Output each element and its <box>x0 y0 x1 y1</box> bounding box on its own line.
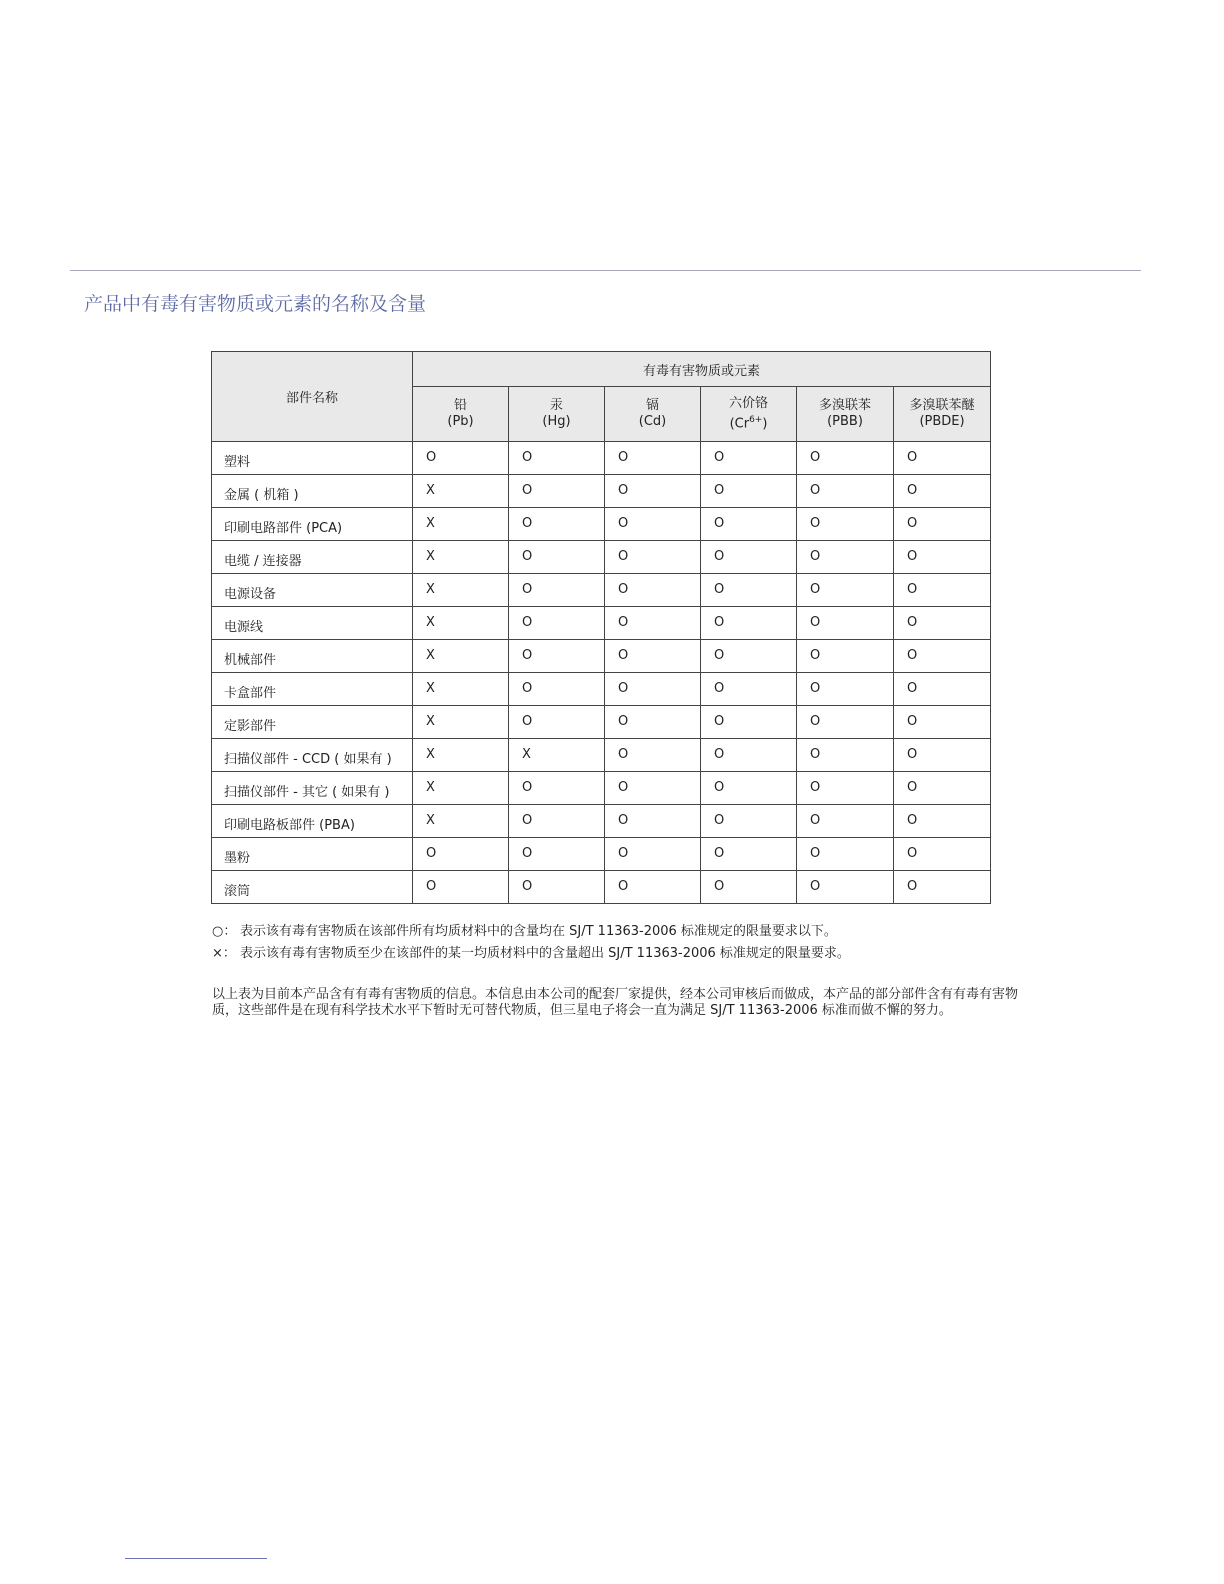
substance-mark-cell <box>509 475 605 508</box>
substance-mark-cell <box>797 871 894 904</box>
substance-mark: O <box>810 515 821 531</box>
substance-mark: O <box>522 548 533 564</box>
part-name-cell: 电缆 / 连接器 <box>212 541 413 574</box>
substance-mark: O <box>714 581 725 597</box>
substance-mark: O <box>907 449 918 465</box>
substance-group-header: 有毒有害物质或元素 <box>413 352 991 387</box>
substance-mark: O <box>618 680 629 696</box>
substance-mark-cell <box>509 442 605 475</box>
substance-mark-cell <box>797 772 894 805</box>
substance-mark-cell <box>701 772 797 805</box>
substance-abbr: (PBB) <box>827 414 863 429</box>
substance-mark-cell <box>894 772 991 805</box>
substance-mark: O <box>618 713 629 729</box>
part-name-cell: 印刷电路板部件 (PBA) <box>212 805 413 838</box>
part-name-cell: 墨粉 <box>212 838 413 871</box>
note-line-2: 质，这些部件是在现有科学技术水平下暂时无可替代物质，但三星电子将会一直为满足 SJ/T 11363-2006 标准而做不懈的努力。 <box>212 1003 952 1018</box>
substance-mark: O <box>618 845 629 861</box>
substance-mark: O <box>714 713 725 729</box>
legend-x-symbol: ×： <box>212 946 236 961</box>
substance-mark: O <box>810 548 821 564</box>
part-name-cell: 金属 ( 机箱 ) <box>212 475 413 508</box>
substance-header-cr6 <box>701 387 797 442</box>
substance-mark-cell <box>605 871 701 904</box>
substance-mark-cell <box>701 640 797 673</box>
substance-mark-cell <box>509 508 605 541</box>
header-divider <box>70 270 1141 271</box>
substance-mark: O <box>618 449 629 465</box>
substance-name: 汞 <box>549 398 563 413</box>
substance-mark-cell <box>605 772 701 805</box>
table-body <box>212 442 991 904</box>
table-row <box>212 838 991 871</box>
footer-divider <box>125 1558 267 1559</box>
legend-o-symbol: ○： <box>212 924 237 939</box>
part-name-cell: 定影部件 <box>212 706 413 739</box>
substance-mark: O <box>907 878 918 894</box>
substance-mark-cell <box>701 607 797 640</box>
substance-mark-cell <box>509 607 605 640</box>
substance-mark-cell <box>413 838 509 871</box>
substance-mark: O <box>426 878 437 894</box>
substance-mark: O <box>618 482 629 498</box>
substance-mark-cell <box>894 673 991 706</box>
substance-mark-cell <box>509 739 605 772</box>
substance-mark-cell <box>797 574 894 607</box>
table-row <box>212 574 991 607</box>
substance-mark-cell <box>701 805 797 838</box>
substance-mark-cell <box>701 541 797 574</box>
substance-mark: O <box>618 614 629 630</box>
substance-mark-cell <box>413 574 509 607</box>
substance-mark-cell <box>701 673 797 706</box>
substance-mark: O <box>907 548 918 564</box>
substance-mark: X <box>426 647 435 663</box>
disclosure-note <box>212 987 1092 1019</box>
substance-mark: O <box>714 548 725 564</box>
substance-mark-cell <box>894 706 991 739</box>
substance-mark-cell <box>509 673 605 706</box>
substance-mark: O <box>714 482 725 498</box>
substance-mark-cell <box>605 640 701 673</box>
substance-mark: O <box>714 680 725 696</box>
substance-mark-cell <box>701 739 797 772</box>
part-name-cell: 扫描仪部件 - CCD ( 如果有 ) <box>212 739 413 772</box>
substance-mark-cell <box>894 838 991 871</box>
table-row <box>212 607 991 640</box>
substance-mark-cell <box>509 772 605 805</box>
part-name-cell: 电源设备 <box>212 574 413 607</box>
substance-mark-cell <box>413 706 509 739</box>
substance-mark-cell <box>797 640 894 673</box>
substance-mark-cell <box>894 640 991 673</box>
substance-mark: O <box>714 878 725 894</box>
substance-mark: O <box>522 449 533 465</box>
table-row <box>212 442 991 475</box>
section-title: 产品中有毒有害物质或元素的名称及含量 <box>84 293 427 315</box>
substance-mark: O <box>810 713 821 729</box>
substance-abbr-superscript: 6+ <box>749 414 763 425</box>
legend-x-text: 表示该有毒有害物质至少在该部件的某一均质材料中的含量超出 SJ/T 11363-2006 标准规定的限量要求。 <box>240 946 850 961</box>
substance-mark-cell <box>509 805 605 838</box>
substance-mark: O <box>522 482 533 498</box>
substance-mark-cell <box>605 574 701 607</box>
substance-mark: O <box>810 449 821 465</box>
substance-mark-cell <box>413 772 509 805</box>
substance-mark: O <box>907 812 918 828</box>
substance-mark-cell <box>509 640 605 673</box>
substance-mark-cell <box>605 706 701 739</box>
part-name-header: 部件名称 <box>212 352 413 442</box>
substance-mark-cell <box>894 607 991 640</box>
substance-mark: O <box>907 845 918 861</box>
substance-mark: O <box>618 647 629 663</box>
substance-mark: O <box>810 845 821 861</box>
substance-mark-cell <box>413 805 509 838</box>
substance-mark: O <box>907 647 918 663</box>
substance-mark-cell <box>413 442 509 475</box>
substance-mark: X <box>426 680 435 696</box>
substance-mark-cell <box>605 673 701 706</box>
substance-abbr: (PBDE) <box>919 414 965 429</box>
substance-mark-cell <box>509 541 605 574</box>
substance-header-pbb <box>797 387 894 442</box>
substance-mark: O <box>907 746 918 762</box>
substance-mark: O <box>714 515 725 531</box>
substance-name: 六价铬 <box>728 395 768 411</box>
table-row <box>212 508 991 541</box>
substance-mark-cell <box>413 673 509 706</box>
note-line-1: 以上表为目前本产品含有有毒有害物质的信息。本信息由本公司的配套厂家提供，经本公司审核后而做成，本产品的部分部件含有有毒有害物 <box>212 987 1019 1002</box>
substance-mark-cell <box>797 607 894 640</box>
substance-mark: O <box>810 647 821 663</box>
table-row <box>212 871 991 904</box>
substance-mark: O <box>907 515 918 531</box>
substance-header-cd <box>605 387 701 442</box>
substance-mark-cell <box>701 838 797 871</box>
substance-mark-cell <box>605 541 701 574</box>
substance-mark: O <box>522 812 533 828</box>
substance-mark: O <box>522 647 533 663</box>
substance-mark-cell <box>701 475 797 508</box>
substance-mark: O <box>907 713 918 729</box>
substance-mark-cell <box>701 442 797 475</box>
part-name-cell: 机械部件 <box>212 640 413 673</box>
substance-mark: O <box>810 482 821 498</box>
substance-mark-cell <box>701 574 797 607</box>
legend-o <box>212 923 837 941</box>
substance-mark-cell <box>797 673 894 706</box>
substance-abbr <box>701 412 796 432</box>
substance-mark: O <box>618 878 629 894</box>
part-name-cell: 电源线 <box>212 607 413 640</box>
substance-mark-cell <box>413 541 509 574</box>
substance-mark-cell <box>797 541 894 574</box>
substance-mark-cell <box>894 442 991 475</box>
substance-mark-cell <box>894 805 991 838</box>
part-name-cell: 塑料 <box>212 442 413 475</box>
part-name-cell: 印刷电路部件 (PCA) <box>212 508 413 541</box>
hazardous-substance-table-wrapper <box>211 351 991 904</box>
substance-name: 铅 <box>453 398 467 413</box>
part-name-cell: 滚筒 <box>212 871 413 904</box>
substance-abbr-suffix: ) <box>762 416 768 432</box>
substance-mark: O <box>618 779 629 795</box>
substance-mark-cell <box>413 508 509 541</box>
substance-mark: O <box>907 680 918 696</box>
substance-mark-cell <box>605 607 701 640</box>
substance-mark-cell <box>701 508 797 541</box>
substance-mark: X <box>426 482 435 498</box>
substance-mark-cell <box>797 475 894 508</box>
substance-mark: O <box>522 614 533 630</box>
substance-mark: O <box>522 680 533 696</box>
substance-mark-cell <box>797 508 894 541</box>
substance-mark-cell <box>894 475 991 508</box>
substance-mark: O <box>714 614 725 630</box>
substance-mark: X <box>426 812 435 828</box>
substance-mark: X <box>426 548 435 564</box>
substance-mark: O <box>810 614 821 630</box>
table-row <box>212 772 991 805</box>
substance-mark: O <box>907 614 918 630</box>
substance-mark-cell <box>894 739 991 772</box>
table-row <box>212 805 991 838</box>
substance-mark: O <box>618 515 629 531</box>
substance-mark-cell <box>797 805 894 838</box>
substance-mark-cell <box>605 442 701 475</box>
substance-mark: X <box>426 779 435 795</box>
table-row <box>212 541 991 574</box>
substance-mark: O <box>426 845 437 861</box>
part-name-cell: 扫描仪部件 - 其它 ( 如果有 ) <box>212 772 413 805</box>
substance-mark: O <box>810 812 821 828</box>
substance-mark-cell <box>509 871 605 904</box>
substance-mark-cell <box>701 871 797 904</box>
substance-abbr: (Cd) <box>638 414 667 429</box>
substance-mark: O <box>714 812 725 828</box>
substance-mark: X <box>426 515 435 531</box>
substance-header-pb <box>413 387 509 442</box>
substance-mark-cell <box>894 508 991 541</box>
substance-mark: X <box>426 581 435 597</box>
substance-mark-cell <box>605 739 701 772</box>
substance-mark: O <box>714 449 725 465</box>
substance-mark-cell <box>797 838 894 871</box>
substance-mark-cell <box>413 739 509 772</box>
substance-mark: O <box>907 482 918 498</box>
substance-mark-cell <box>413 871 509 904</box>
substance-mark: O <box>522 779 533 795</box>
substance-mark-cell <box>605 508 701 541</box>
substance-mark: X <box>426 713 435 729</box>
substance-name: 多溴联苯醚 <box>909 398 975 413</box>
hazardous-substance-table <box>211 351 991 904</box>
substance-mark-cell <box>797 442 894 475</box>
substance-name: 多溴联苯 <box>818 398 871 413</box>
substance-mark-cell <box>605 838 701 871</box>
substance-mark: O <box>810 581 821 597</box>
substance-mark: O <box>714 845 725 861</box>
table-row <box>212 706 991 739</box>
substance-mark: O <box>522 581 533 597</box>
substance-mark: O <box>810 878 821 894</box>
substance-mark: O <box>618 581 629 597</box>
substance-mark-cell <box>797 739 894 772</box>
substance-mark: O <box>618 746 629 762</box>
table-row <box>212 739 991 772</box>
substance-header-hg <box>509 387 605 442</box>
table-row <box>212 673 991 706</box>
substance-mark: X <box>522 746 531 762</box>
substance-mark-cell <box>413 640 509 673</box>
substance-mark: O <box>522 845 533 861</box>
substance-mark: O <box>810 746 821 762</box>
substance-mark: O <box>714 647 725 663</box>
table-row <box>212 475 991 508</box>
substance-mark: O <box>907 581 918 597</box>
substance-mark-cell <box>413 607 509 640</box>
substance-mark: O <box>618 548 629 564</box>
substance-abbr: (Hg) <box>542 414 571 429</box>
substance-mark-cell <box>413 475 509 508</box>
substance-mark: O <box>714 746 725 762</box>
substance-name: 镉 <box>645 398 659 413</box>
substance-mark-cell <box>894 574 991 607</box>
substance-header-pbde <box>894 387 991 442</box>
substance-abbr-prefix: (Cr <box>729 416 750 432</box>
substance-mark-cell <box>894 871 991 904</box>
substance-mark: O <box>618 812 629 828</box>
substance-mark-cell <box>605 805 701 838</box>
part-name-cell: 卡盒部件 <box>212 673 413 706</box>
substance-mark: O <box>426 449 437 465</box>
table-row <box>212 640 991 673</box>
substance-mark-cell <box>509 574 605 607</box>
substance-mark: X <box>426 614 435 630</box>
substance-mark: O <box>810 779 821 795</box>
substance-mark: O <box>522 878 533 894</box>
substance-mark-cell <box>797 706 894 739</box>
substance-mark-cell <box>894 541 991 574</box>
substance-mark-cell <box>605 475 701 508</box>
substance-mark-cell <box>509 706 605 739</box>
substance-mark: O <box>522 713 533 729</box>
substance-mark: X <box>426 746 435 762</box>
legend-o-text: 表示该有毒有害物质在该部件所有均质材料中的含量均在 SJ/T 11363-2006 标准规定的限量要求以下。 <box>240 924 837 939</box>
substance-mark: O <box>714 779 725 795</box>
substance-mark: O <box>907 779 918 795</box>
legend-x <box>212 945 850 963</box>
substance-mark-cell <box>509 838 605 871</box>
substance-abbr: (Pb) <box>447 414 474 429</box>
substance-mark: O <box>522 515 533 531</box>
substance-mark-cell <box>701 706 797 739</box>
substance-mark: O <box>810 680 821 696</box>
